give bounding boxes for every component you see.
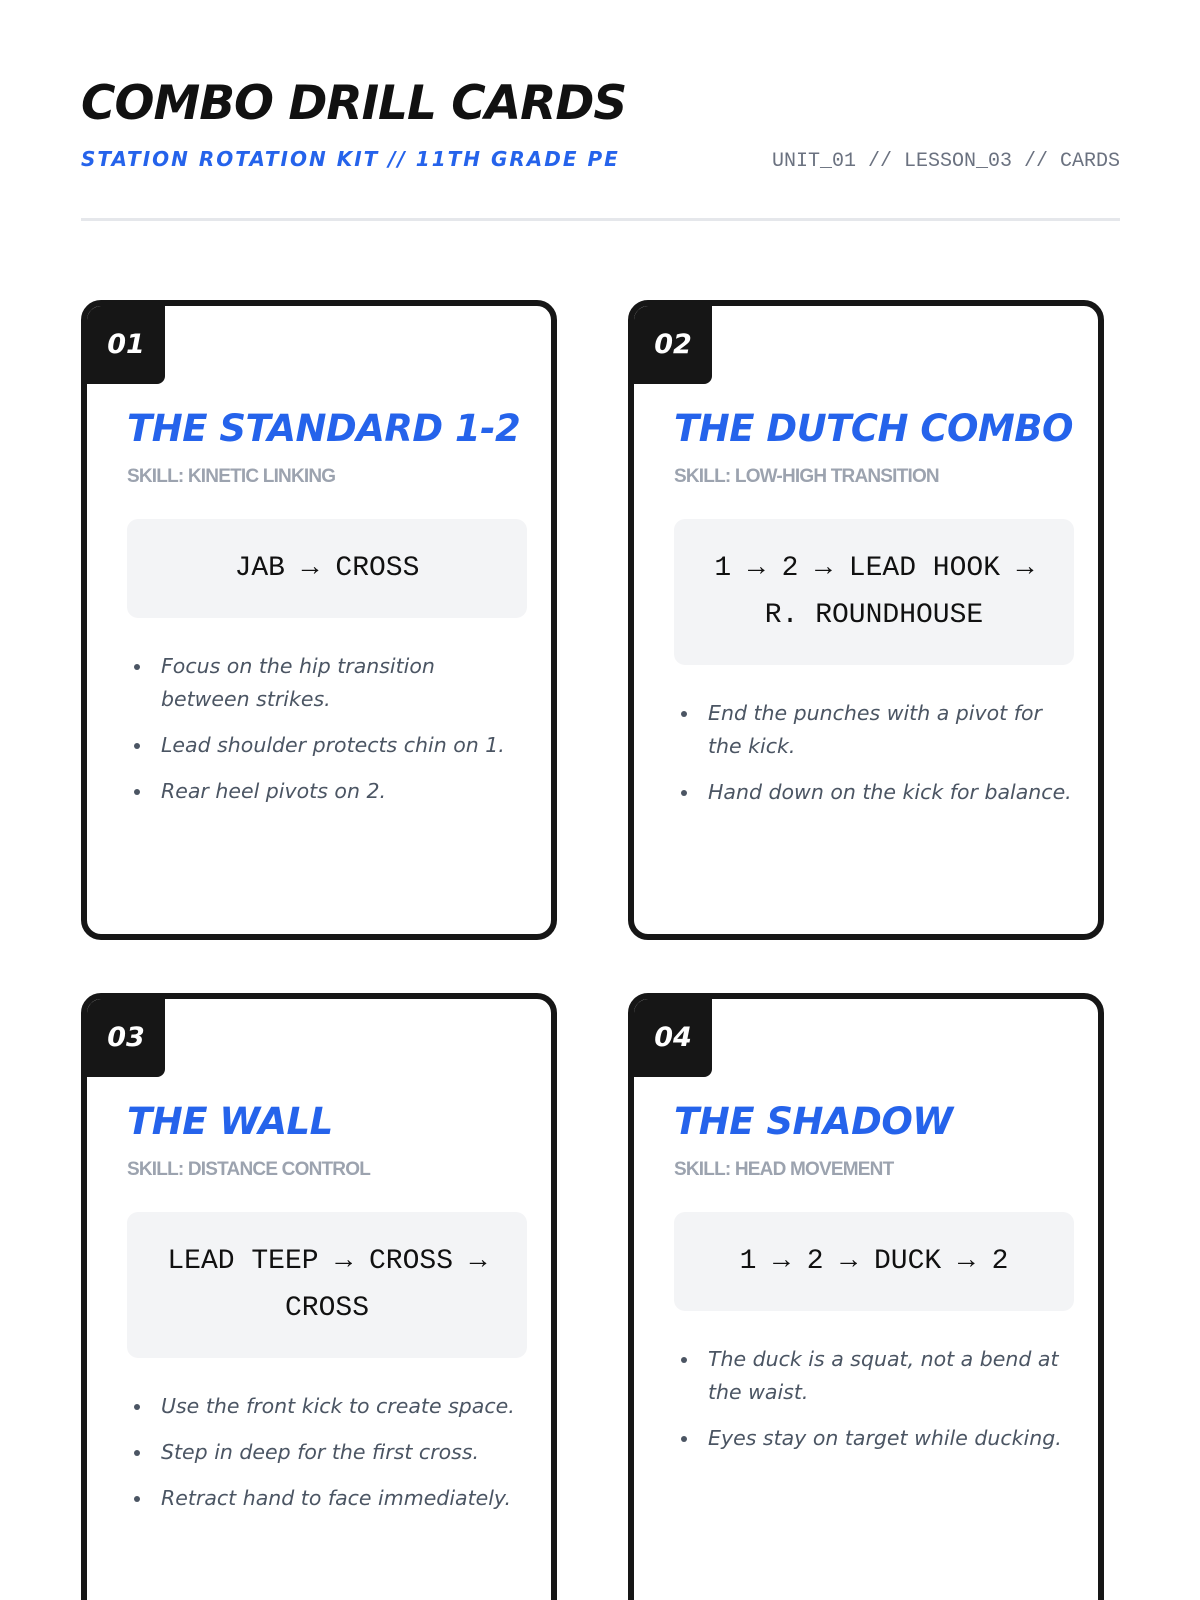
drill-card-1 [81, 300, 557, 940]
page-title: COMBO DRILL CARDS [81, 76, 627, 131]
page-header [81, 76, 1120, 221]
coaching-tip: Hand down on the kick for balance. [708, 776, 1074, 809]
coaching-tips-list [674, 697, 1074, 809]
card-skill: SKILL: LOW-HIGH TRANSITION [674, 466, 939, 487]
drill-card-3 [81, 993, 557, 1600]
coaching-tips-list [674, 1343, 1074, 1455]
card-number-badge: 01 [87, 306, 165, 384]
card-title: THE DUTCH COMBO [674, 407, 1073, 450]
coaching-tip: Use the front kick to create space. [161, 1390, 527, 1423]
combo-sequence: 1 → 2 → LEAD HOOK → R. ROUNDHOUSE [674, 519, 1074, 665]
card-body [674, 1095, 1074, 1468]
coaching-tip: The duck is a squat, not a bend at the waist. [708, 1343, 1074, 1409]
card-skill: SKILL: DISTANCE CONTROL [127, 1159, 371, 1180]
card-number-badge: 02 [634, 306, 712, 384]
drill-card-4 [628, 993, 1104, 1600]
card-title: THE WALL [127, 1100, 333, 1143]
coaching-tips-list [127, 650, 527, 808]
coaching-tip: Focus on the hip transition between strikes. [161, 650, 527, 716]
combo-sequence: 1 → 2 → DUCK → 2 [674, 1212, 1074, 1311]
card-number-badge: 04 [634, 999, 712, 1077]
lesson-reference: UNIT_01 // LESSON_03 // CARDS [771, 150, 1120, 173]
card-title: THE STANDARD 1-2 [127, 407, 521, 450]
card-number-badge: 03 [87, 999, 165, 1077]
card-body [127, 402, 527, 821]
coaching-tips-list [127, 1390, 527, 1515]
coaching-tip: End the punches with a pivot for the kick. [708, 697, 1074, 763]
coaching-tip: Retract hand to face immediately. [161, 1482, 527, 1515]
card-body [674, 402, 1074, 822]
card-title: THE SHADOW [674, 1100, 953, 1143]
coaching-tip: Lead shoulder protects chin on 1. [161, 729, 527, 762]
card-skill: SKILL: HEAD MOVEMENT [674, 1159, 894, 1180]
card-body [127, 1095, 527, 1528]
card-skill: SKILL: KINETIC LINKING [127, 466, 336, 487]
coaching-tip: Eyes stay on target while ducking. [708, 1422, 1074, 1455]
page-subtitle: STATION ROTATION KIT // 11TH GRADE PE [81, 147, 620, 171]
combo-sequence: JAB → CROSS [127, 519, 527, 618]
coaching-tip: Step in deep for the first cross. [161, 1436, 527, 1469]
combo-sequence: LEAD TEEP → CROSS → CROSS [127, 1212, 527, 1358]
drill-card-2 [628, 300, 1104, 940]
coaching-tip: Rear heel pivots on 2. [161, 775, 527, 808]
